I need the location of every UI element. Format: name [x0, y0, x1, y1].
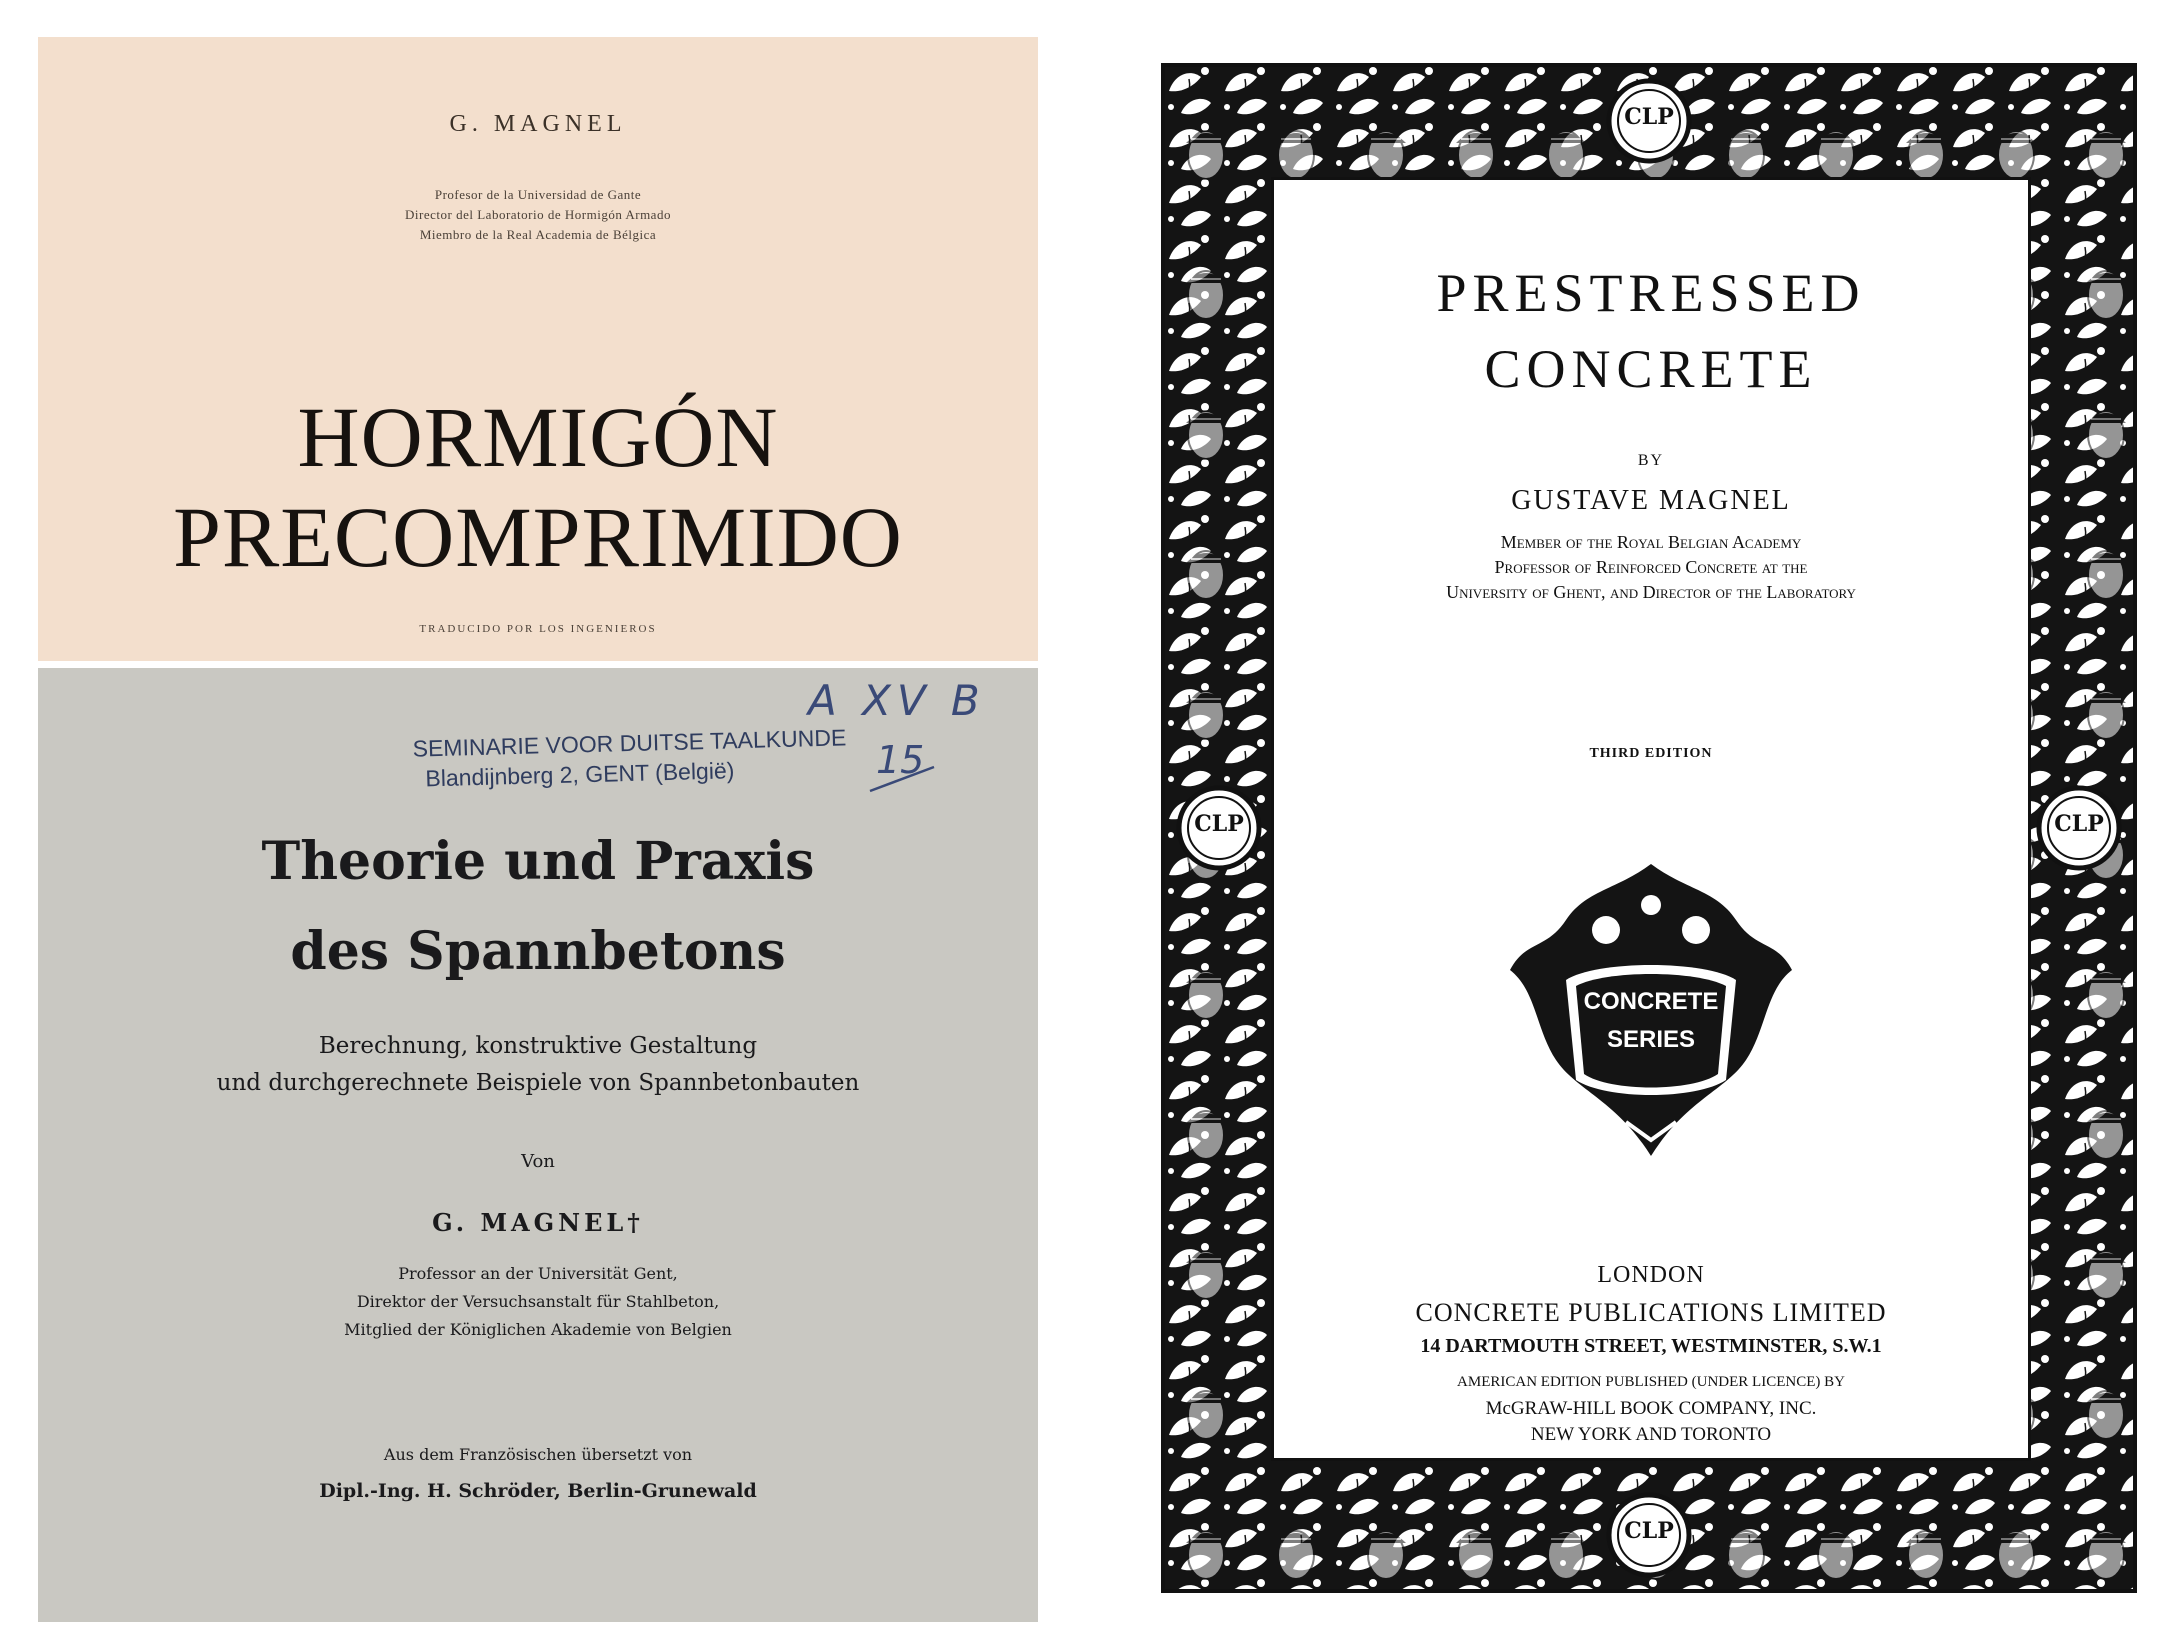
english-american-cities: NEW YORK AND TORONTO	[1530, 1424, 1772, 1445]
english-author: GUSTAVE MAGNEL	[1511, 485, 1791, 516]
emblem-text-line1: CONCRETE	[1583, 988, 1719, 1015]
shelfmark-line-1: A XV B	[808, 676, 986, 725]
english-address: 14 DARTMOUTH STREET, WESTMINSTER, S.W.1	[1420, 1335, 1882, 1357]
german-author: G. MAGNEL†	[432, 1208, 644, 1237]
spanish-affiliation-3: Miembro de la Real Academia de Bélgica	[419, 227, 657, 242]
spanish-affiliation-1: Profesor de la Universidad de Gante	[434, 187, 642, 202]
english-american-edition: AMERICAN EDITION PUBLISHED (UNDER LICENCE) BY	[1457, 1374, 1845, 1390]
spanish-translated-by: TRADUCIDO POR LOS INGENIEROS	[419, 623, 657, 635]
monogram-letters-top: CLP	[1624, 104, 1674, 130]
english-by: BY	[1637, 452, 1665, 469]
library-stamp	[412, 722, 847, 793]
german-subtitle-line1: Berechnung, konstruktive Gestaltung	[318, 1033, 758, 1059]
spanish-title-line1: HORMIGÓN	[297, 389, 779, 485]
monogram-left	[1179, 788, 1259, 868]
english-text-block	[1271, 177, 2031, 1461]
english-american-publisher: McGRAW-HILL BOOK COMPANY, INC.	[1485, 1398, 1817, 1419]
spanish-affiliation-2: Director del Laboratorio de Hormigón Armado	[405, 207, 671, 222]
concrete-series-emblem	[1506, 860, 1796, 1160]
monogram-bottom	[1609, 1495, 1689, 1575]
german-title-line2: des Spannbetons	[290, 921, 786, 982]
spanish-title-page	[38, 37, 1038, 661]
shelfmark-strike	[868, 763, 938, 793]
monogram-letters-right: CLP	[2054, 811, 2104, 837]
monogram-letters-bottom: CLP	[1624, 1518, 1674, 1544]
english-edition: THIRD EDITION	[1589, 746, 1713, 761]
stamp-line-1: SEMINARIE VOOR DUITSE TAALKUNDE	[412, 724, 847, 762]
english-title-line1: PRESTRESSED	[1436, 263, 1866, 323]
english-affiliation-2: Professor of Reinforced Concrete at the	[1494, 557, 1808, 577]
german-by: Von	[521, 1151, 555, 1172]
german-title-page	[38, 668, 1038, 1622]
german-subtitle-line2: und durchgerechnete Beispiele von Spannbetonbauten	[216, 1070, 860, 1096]
german-affiliation-3: Mitglied der Königlichen Akademie von Belgien	[344, 1320, 732, 1339]
monogram-right	[2039, 788, 2119, 868]
english-affiliation-1: Member of the Royal Belgian Academy	[1500, 532, 1802, 552]
english-publisher: CONCRETE PUBLICATIONS LIMITED	[1415, 1298, 1887, 1327]
german-affiliation-1: Professor an der Universität Gent,	[398, 1264, 678, 1283]
german-translation-note: Aus dem Französischen übersetzt von	[383, 1445, 693, 1464]
spanish-title-line2: PRECOMPRIMIDO	[173, 489, 903, 585]
german-translator: Dipl.-Ing. H. Schröder, Berlin-Grunewald	[319, 1480, 757, 1502]
english-title-line2: CONCRETE	[1484, 339, 1818, 399]
german-affiliation-2: Direktor der Versuchsanstalt für Stahlbeton,	[356, 1292, 720, 1311]
english-affiliation-3: University of Ghent, and Director of the Laboratory	[1446, 582, 1856, 602]
stamp-line-2: Blandijnberg 2, GENT (België)	[425, 757, 735, 792]
english-city: LONDON	[1597, 1262, 1705, 1288]
german-title-line1: Theorie und Praxis	[261, 831, 815, 892]
shelfmark-line-2: 15	[876, 738, 925, 782]
english-title-page	[1133, 37, 2165, 1622]
emblem-text-line2: SERIES	[1606, 1026, 1696, 1053]
monogram-top	[1609, 81, 1689, 161]
monogram-letters-left: CLP	[1194, 811, 1244, 837]
spanish-author: G. MAGNEL	[449, 111, 627, 137]
